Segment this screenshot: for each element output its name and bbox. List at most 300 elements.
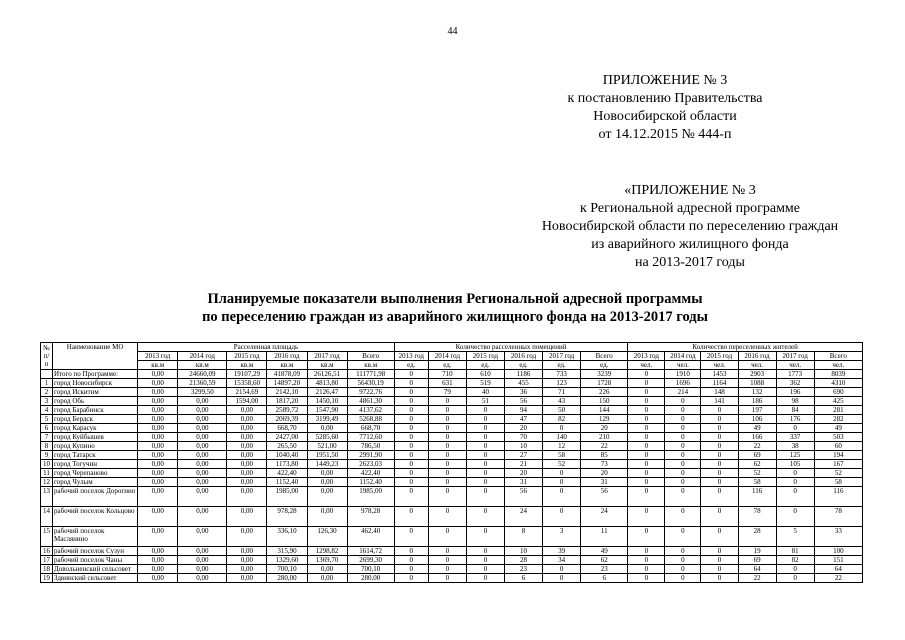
row-value: 2991,90 bbox=[347, 451, 394, 460]
row-value: 0 bbox=[701, 556, 738, 565]
row-value: 0 bbox=[628, 527, 665, 547]
row-value: 0,00 bbox=[138, 370, 178, 379]
row-value: 0 bbox=[628, 424, 665, 433]
row-value: 5268,88 bbox=[347, 415, 394, 424]
row-value: 610 bbox=[466, 370, 504, 379]
row-value: 0 bbox=[466, 415, 504, 424]
row-value: 0 bbox=[776, 565, 814, 574]
row-value: 150 bbox=[581, 397, 628, 406]
appendix-line: «ПРИЛОЖЕНИЕ № 3 bbox=[624, 183, 756, 198]
row-value: 0 bbox=[394, 442, 428, 451]
row-value: 0,00 bbox=[307, 478, 347, 487]
row-value: 786,50 bbox=[347, 442, 394, 451]
table-row bbox=[41, 406, 863, 415]
row-number: 13 bbox=[41, 487, 53, 507]
row-value: 455 bbox=[504, 379, 542, 388]
row-value: 700,10 bbox=[267, 565, 307, 574]
appendix-line: из аварийного жилищного фонда bbox=[591, 237, 789, 252]
row-value: 0 bbox=[543, 478, 581, 487]
row-value: 0,00 bbox=[227, 574, 267, 583]
row-value: 31 bbox=[581, 478, 628, 487]
row-value: 0 bbox=[466, 469, 504, 478]
row-value: 85 bbox=[581, 451, 628, 460]
row-value: 0 bbox=[665, 424, 701, 433]
row-value: 116 bbox=[814, 487, 862, 507]
row-value: 0,00 bbox=[178, 460, 227, 469]
row-value: 0 bbox=[428, 469, 466, 478]
row-value: 0 bbox=[776, 469, 814, 478]
row-value: 0,00 bbox=[178, 487, 227, 507]
row-value: 519 bbox=[466, 379, 504, 388]
table-row bbox=[41, 565, 863, 574]
row-value: 0,00 bbox=[227, 478, 267, 487]
table-row bbox=[41, 397, 863, 406]
row-value: 315,90 bbox=[267, 547, 307, 556]
row-value: 0 bbox=[394, 370, 428, 379]
row-value: 49 bbox=[581, 547, 628, 556]
row-value: 0,00 bbox=[138, 406, 178, 415]
row-value: 0,00 bbox=[178, 565, 227, 574]
row-value: 0 bbox=[543, 424, 581, 433]
indicators-table bbox=[40, 342, 863, 583]
row-value: 148 bbox=[701, 388, 738, 397]
row-value: 0,00 bbox=[138, 388, 178, 397]
row-value: 0,00 bbox=[227, 556, 267, 565]
header-year: Всего bbox=[581, 352, 628, 361]
row-value: 0 bbox=[628, 370, 665, 379]
row-value: 0 bbox=[701, 574, 738, 583]
row-value: 0,00 bbox=[138, 527, 178, 547]
row-value: 1329,60 bbox=[267, 556, 307, 565]
row-mo-name: Здвинский сельсовет bbox=[53, 574, 138, 583]
header-year: 2016 год bbox=[738, 352, 776, 361]
row-value: 0 bbox=[701, 469, 738, 478]
row-value: 116 bbox=[738, 487, 776, 507]
title-line: по переселению граждан из аварийного жилищного фонда на 2013-2017 годы bbox=[202, 309, 708, 325]
row-value: 1696 bbox=[665, 379, 701, 388]
row-value: 0,00 bbox=[227, 527, 267, 547]
row-value: 0 bbox=[665, 433, 701, 442]
row-value: 0,00 bbox=[138, 507, 178, 527]
row-value: 422,40 bbox=[347, 469, 394, 478]
row-value: 111771,98 bbox=[347, 370, 394, 379]
row-value: 0,00 bbox=[178, 507, 227, 527]
row-value: 100 bbox=[814, 547, 862, 556]
row-value: 0 bbox=[701, 507, 738, 527]
row-value: 0 bbox=[428, 442, 466, 451]
row-value: 0 bbox=[665, 547, 701, 556]
row-value: 0 bbox=[628, 487, 665, 507]
row-value: 0,00 bbox=[138, 433, 178, 442]
row-number: 4 bbox=[41, 406, 53, 415]
row-value: 710 bbox=[428, 370, 466, 379]
row-value: 0 bbox=[394, 487, 428, 507]
row-value: 280,00 bbox=[347, 574, 394, 583]
row-value: 0 bbox=[628, 388, 665, 397]
row-value: 281 bbox=[814, 406, 862, 415]
table-row bbox=[41, 547, 863, 556]
row-value: 0 bbox=[776, 487, 814, 507]
row-value: 0 bbox=[466, 574, 504, 583]
row-value: 98 bbox=[776, 397, 814, 406]
row-value: 58 bbox=[738, 478, 776, 487]
row-value: 10 bbox=[504, 547, 542, 556]
row-value: 62 bbox=[738, 460, 776, 469]
row-value: 0 bbox=[428, 478, 466, 487]
row-value: 2142,10 bbox=[267, 388, 307, 397]
row-value: 27 bbox=[504, 451, 542, 460]
row-value: 123 bbox=[543, 379, 581, 388]
row-number: 3 bbox=[41, 397, 53, 406]
row-value: 1985,00 bbox=[267, 487, 307, 507]
row-value: 0 bbox=[543, 469, 581, 478]
row-value: 282 bbox=[814, 415, 862, 424]
row-value: 265,50 bbox=[267, 442, 307, 451]
row-value: 0 bbox=[394, 424, 428, 433]
row-value: 196 bbox=[776, 388, 814, 397]
row-number: 1 bbox=[41, 379, 53, 388]
row-value: 0 bbox=[701, 406, 738, 415]
row-value: 41878,09 bbox=[267, 370, 307, 379]
header-residents-group: Количество переселенных жителей bbox=[628, 343, 863, 352]
row-value: 0,00 bbox=[178, 547, 227, 556]
row-value: 2589,72 bbox=[267, 406, 307, 415]
document-title bbox=[120, 290, 790, 326]
row-mo-name: Довольненский сельсовет bbox=[53, 565, 138, 574]
row-value: 2154,69 bbox=[227, 388, 267, 397]
row-value: 0 bbox=[466, 527, 504, 547]
row-value: 0 bbox=[394, 451, 428, 460]
row-mo-name: город Куйбышев bbox=[53, 433, 138, 442]
row-value: 0 bbox=[665, 451, 701, 460]
row-value: 0 bbox=[701, 478, 738, 487]
header-unit: кв.м bbox=[178, 361, 227, 370]
row-value: 2427,00 bbox=[267, 433, 307, 442]
row-value: 0 bbox=[394, 527, 428, 547]
row-value: 0,00 bbox=[178, 433, 227, 442]
row-value: 0,00 bbox=[138, 442, 178, 451]
row-value: 186 bbox=[738, 397, 776, 406]
row-value: 33 bbox=[814, 527, 862, 547]
row-value: 0,00 bbox=[178, 406, 227, 415]
header-year: 2015 год bbox=[227, 352, 267, 361]
row-value: 0 bbox=[466, 507, 504, 527]
row-value: 129 bbox=[581, 415, 628, 424]
row-value: 0,00 bbox=[138, 379, 178, 388]
header-unit: кв.м bbox=[138, 361, 178, 370]
row-value: 0,00 bbox=[307, 507, 347, 527]
row-value: 56 bbox=[504, 487, 542, 507]
row-value: 0 bbox=[428, 424, 466, 433]
row-value: 978,28 bbox=[347, 507, 394, 527]
row-value: 1449,23 bbox=[307, 460, 347, 469]
table-row bbox=[41, 469, 863, 478]
row-value: 0,00 bbox=[227, 487, 267, 507]
row-value: 462,40 bbox=[347, 527, 394, 547]
row-value: 3239 bbox=[581, 370, 628, 379]
table-row bbox=[41, 388, 863, 397]
header-year: 2013 год bbox=[138, 352, 178, 361]
row-value: 64 bbox=[738, 565, 776, 574]
row-value: 5285,60 bbox=[307, 433, 347, 442]
row-value: 0 bbox=[428, 397, 466, 406]
row-value: 0,00 bbox=[178, 451, 227, 460]
row-value: 1453 bbox=[701, 370, 738, 379]
table-row bbox=[41, 433, 863, 442]
row-mo-name: город Карасук bbox=[53, 424, 138, 433]
row-value: 0,00 bbox=[227, 565, 267, 574]
row-number: 10 bbox=[41, 460, 53, 469]
row-value: 24 bbox=[504, 507, 542, 527]
row-value: 1951,50 bbox=[307, 451, 347, 460]
row-value: 0 bbox=[394, 556, 428, 565]
row-value: 0,00 bbox=[138, 397, 178, 406]
row-value: 0 bbox=[628, 451, 665, 460]
row-number: 18 bbox=[41, 565, 53, 574]
row-value: 126,30 bbox=[307, 527, 347, 547]
row-value: 1910 bbox=[665, 370, 701, 379]
row-value: 132 bbox=[738, 388, 776, 397]
row-value: 52 bbox=[738, 469, 776, 478]
row-value: 0 bbox=[628, 556, 665, 565]
row-value: 1164 bbox=[701, 379, 738, 388]
page-number: 44 bbox=[447, 26, 458, 37]
row-value: 22 bbox=[581, 442, 628, 451]
row-value: 0,00 bbox=[307, 565, 347, 574]
row-value: 0 bbox=[701, 527, 738, 547]
row-value: 0,00 bbox=[178, 527, 227, 547]
header-year: 2017 год bbox=[307, 352, 347, 361]
row-value: 0 bbox=[628, 433, 665, 442]
row-value: 0 bbox=[543, 487, 581, 507]
row-value: 0,00 bbox=[138, 547, 178, 556]
row-value: 0 bbox=[628, 415, 665, 424]
row-value: 22 bbox=[738, 574, 776, 583]
row-mo-name: город Обь bbox=[53, 397, 138, 406]
row-value: 503 bbox=[814, 433, 862, 442]
row-value: 0,00 bbox=[178, 415, 227, 424]
row-value: 422,40 bbox=[267, 469, 307, 478]
header-year: 2014 год bbox=[178, 352, 227, 361]
row-value: 31 bbox=[504, 478, 542, 487]
row-value: 0 bbox=[776, 424, 814, 433]
row-number: 17 bbox=[41, 556, 53, 565]
header-year: 2017 год bbox=[543, 352, 581, 361]
table-header-units bbox=[41, 361, 863, 370]
row-value: 9722,76 bbox=[347, 388, 394, 397]
row-value: 24660,09 bbox=[178, 370, 227, 379]
row-value: 337 bbox=[776, 433, 814, 442]
row-value: 0 bbox=[701, 442, 738, 451]
row-value: 49 bbox=[814, 424, 862, 433]
row-value: 3199,49 bbox=[307, 415, 347, 424]
row-value: 1985,00 bbox=[347, 487, 394, 507]
header-unit: кв.м bbox=[267, 361, 307, 370]
row-value: 668,70 bbox=[347, 424, 394, 433]
row-value: 0 bbox=[701, 565, 738, 574]
row-value: 0 bbox=[394, 406, 428, 415]
row-value: 0 bbox=[665, 460, 701, 469]
row-value: 362 bbox=[776, 379, 814, 388]
row-value: 0,00 bbox=[227, 442, 267, 451]
appendix-line: к постановлению Правительства bbox=[567, 91, 763, 106]
row-number: 16 bbox=[41, 547, 53, 556]
row-value: 336,10 bbox=[267, 527, 307, 547]
row-value: 0 bbox=[701, 460, 738, 469]
row-value: 50 bbox=[543, 406, 581, 415]
row-value: 0,00 bbox=[138, 415, 178, 424]
row-number: 2 bbox=[41, 388, 53, 397]
row-value: 4813,80 bbox=[307, 379, 347, 388]
row-value: 0 bbox=[394, 547, 428, 556]
row-value: 0,00 bbox=[138, 460, 178, 469]
row-value: 0 bbox=[628, 379, 665, 388]
row-value: 0 bbox=[428, 460, 466, 469]
row-value: 69 bbox=[738, 556, 776, 565]
table-row bbox=[41, 478, 863, 487]
row-value: 194 bbox=[814, 451, 862, 460]
appendix-line: на 2013-2017 годы bbox=[635, 255, 745, 270]
row-value: 0,00 bbox=[227, 424, 267, 433]
row-value: 0,00 bbox=[138, 487, 178, 507]
row-value: 22 bbox=[738, 442, 776, 451]
row-value: 0 bbox=[665, 487, 701, 507]
row-mo-name: город Бердск bbox=[53, 415, 138, 424]
row-mo-name: рабочий поселок Дорогино bbox=[53, 487, 138, 507]
appendix-line: Новосибирской области по переселению граждан bbox=[541, 219, 839, 234]
row-value: 733 bbox=[543, 370, 581, 379]
row-value: 0,00 bbox=[227, 433, 267, 442]
row-value: 0 bbox=[428, 406, 466, 415]
header-unit: ед. bbox=[466, 361, 504, 370]
table-row bbox=[41, 460, 863, 469]
appendix-line: к Региональной адресной программе bbox=[579, 201, 800, 216]
row-value: 0 bbox=[466, 460, 504, 469]
table-row bbox=[41, 379, 863, 388]
row-value: 0 bbox=[665, 565, 701, 574]
row-value: 0 bbox=[628, 478, 665, 487]
row-value: 94 bbox=[504, 406, 542, 415]
header-unit: чел. bbox=[628, 361, 665, 370]
row-value: 0 bbox=[428, 565, 466, 574]
header-name: Наименование МО bbox=[53, 343, 138, 370]
row-mo-name: город Барабинск bbox=[53, 406, 138, 415]
header-num: № п/п bbox=[41, 343, 53, 370]
row-value: 20 bbox=[581, 469, 628, 478]
row-number: 15 bbox=[41, 527, 53, 547]
row-number: 11 bbox=[41, 469, 53, 478]
header-unit: чел. bbox=[776, 361, 814, 370]
row-value: 106 bbox=[738, 415, 776, 424]
table-row bbox=[41, 415, 863, 424]
table-body bbox=[41, 370, 863, 583]
row-value: 8 bbox=[504, 527, 542, 547]
row-value: 82 bbox=[776, 556, 814, 565]
row-value: 0 bbox=[701, 487, 738, 507]
row-value: 0 bbox=[428, 487, 466, 507]
header-year: 2014 год bbox=[428, 352, 466, 361]
row-value: 0 bbox=[394, 379, 428, 388]
row-value: 0,00 bbox=[227, 406, 267, 415]
header-unit: ед. bbox=[428, 361, 466, 370]
row-value: 2623,03 bbox=[347, 460, 394, 469]
appendix-resolution bbox=[520, 72, 810, 144]
row-value: 23 bbox=[504, 565, 542, 574]
row-value: 21 bbox=[504, 460, 542, 469]
row-value: 0 bbox=[428, 507, 466, 527]
header-year: 2015 год bbox=[466, 352, 504, 361]
row-value: 56 bbox=[504, 397, 542, 406]
row-value: 34 bbox=[543, 556, 581, 565]
row-value: 0 bbox=[665, 469, 701, 478]
row-mo-name: город Татарск bbox=[53, 451, 138, 460]
row-value: 425 bbox=[814, 397, 862, 406]
row-value: 140 bbox=[543, 433, 581, 442]
row-value: 0 bbox=[394, 469, 428, 478]
header-year: 2016 год bbox=[267, 352, 307, 361]
row-number: 8 bbox=[41, 442, 53, 451]
row-value: 0 bbox=[665, 527, 701, 547]
row-value: 0,00 bbox=[178, 556, 227, 565]
row-value: 0 bbox=[665, 574, 701, 583]
row-value: 0 bbox=[428, 574, 466, 583]
row-value: 38 bbox=[776, 442, 814, 451]
row-mo-name: город Искитим bbox=[53, 388, 138, 397]
table-row bbox=[41, 370, 863, 379]
row-value: 0 bbox=[466, 565, 504, 574]
row-value: 141 bbox=[701, 397, 738, 406]
row-value: 0,00 bbox=[307, 469, 347, 478]
row-value: 0,00 bbox=[307, 487, 347, 507]
row-value: 28 bbox=[504, 556, 542, 565]
header-unit: чел. bbox=[665, 361, 701, 370]
row-value: 2126,47 bbox=[307, 388, 347, 397]
row-value: 0,00 bbox=[138, 469, 178, 478]
table-row bbox=[41, 527, 863, 547]
row-value: 0 bbox=[665, 415, 701, 424]
row-value: 0 bbox=[466, 433, 504, 442]
appendix-line: от 14.12.2015 № 444-п bbox=[598, 127, 732, 142]
row-value: 43 bbox=[543, 397, 581, 406]
row-value: 197 bbox=[738, 406, 776, 415]
row-value: 0 bbox=[466, 547, 504, 556]
table-row bbox=[41, 574, 863, 583]
row-value: 0 bbox=[628, 574, 665, 583]
row-value: 60 bbox=[814, 442, 862, 451]
row-value: 0 bbox=[665, 397, 701, 406]
row-value: 23 bbox=[581, 565, 628, 574]
header-unit: ед. bbox=[504, 361, 542, 370]
row-mo-name: город Купино bbox=[53, 442, 138, 451]
row-value: 105 bbox=[776, 460, 814, 469]
row-value: 0 bbox=[428, 556, 466, 565]
row-value: 0 bbox=[543, 507, 581, 527]
row-number: 14 bbox=[41, 507, 53, 527]
row-value: 0 bbox=[628, 406, 665, 415]
row-value: 1614,72 bbox=[347, 547, 394, 556]
row-value: 21360,59 bbox=[178, 379, 227, 388]
header-unit: ед. bbox=[581, 361, 628, 370]
row-value: 226 bbox=[581, 388, 628, 397]
header-area-group: Расселенная площадь bbox=[138, 343, 395, 352]
row-value: 0,00 bbox=[178, 478, 227, 487]
row-value: 58 bbox=[814, 478, 862, 487]
row-value: 166 bbox=[738, 433, 776, 442]
row-mo-name: рабочий поселок Маслянино bbox=[53, 527, 138, 547]
row-value: 1547,90 bbox=[307, 406, 347, 415]
row-value: 0 bbox=[628, 460, 665, 469]
row-value: 1773 bbox=[776, 370, 814, 379]
